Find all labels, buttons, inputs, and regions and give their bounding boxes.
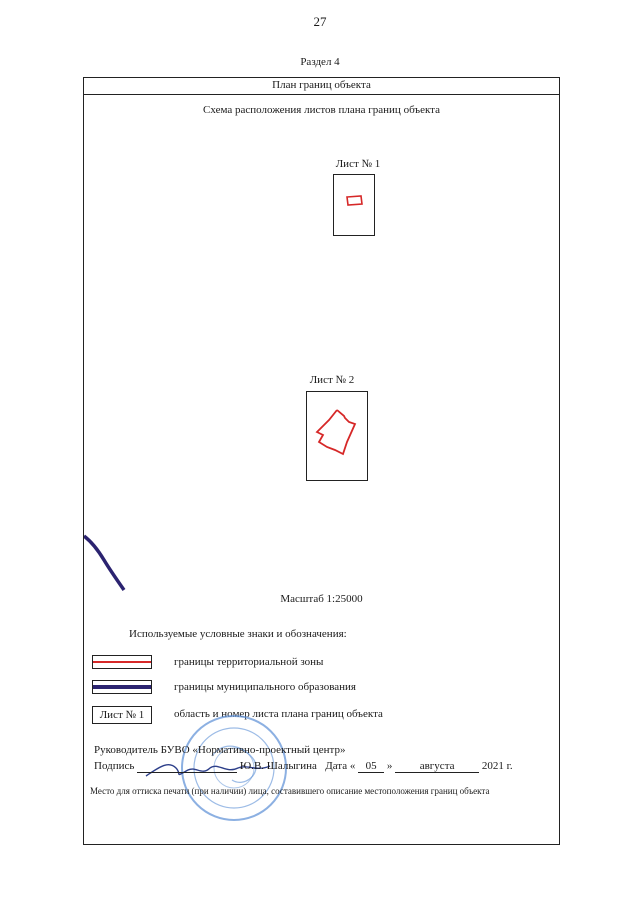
plan-frame: [83, 77, 560, 845]
date-year: 2021 г.: [481, 760, 513, 772]
municipal-boundary-line: [84, 528, 144, 598]
legend-municipal-swatch: [92, 680, 152, 694]
sign-blank: [137, 760, 237, 773]
legend-municipal-label: границы муниципального образования: [174, 681, 356, 693]
date-label: Дата «: [325, 760, 356, 772]
section-label: Раздел 4: [300, 56, 340, 68]
sheet-1-parcel: [334, 175, 376, 237]
legend-sheet-swatch: Лист № 1: [92, 706, 152, 724]
scale-text: Масштаб 1:25000: [280, 593, 363, 605]
sheet-2-box: [306, 391, 368, 481]
legend-zone-label: границы территориальной зоны: [174, 656, 324, 668]
sheet-1-box: [333, 174, 375, 236]
legend-zone-swatch: [92, 655, 152, 669]
legend-sheet-label: область и номер листа плана границ объекта: [174, 708, 383, 720]
frame-header: План границ объекта: [84, 78, 559, 95]
legend-title: Используемые условные знаки и обозначения:: [129, 628, 347, 640]
seal-place-note: Место для оттиска печати (при наличии) лица, составившего описание местоположения границ объекта: [90, 786, 490, 796]
signature-row: [94, 760, 513, 773]
sign-label: Подпись: [94, 760, 135, 772]
director-line: Руководитель БУВО «Нормативно-проектный центр»: [94, 744, 346, 756]
sheet-2-label: Лист № 2: [309, 374, 355, 386]
page-number: 27: [313, 14, 327, 29]
date-day-close: »: [386, 760, 393, 772]
sheet-1-label: Лист № 1: [335, 158, 381, 170]
date-month: августа: [395, 760, 479, 773]
signer-name: Ю.В. Шалыгина: [239, 760, 317, 772]
scheme-title: Схема расположения листов плана границ объекта: [203, 104, 440, 116]
sheet-2-parcel: [307, 392, 369, 482]
date-day: 05: [358, 760, 384, 773]
